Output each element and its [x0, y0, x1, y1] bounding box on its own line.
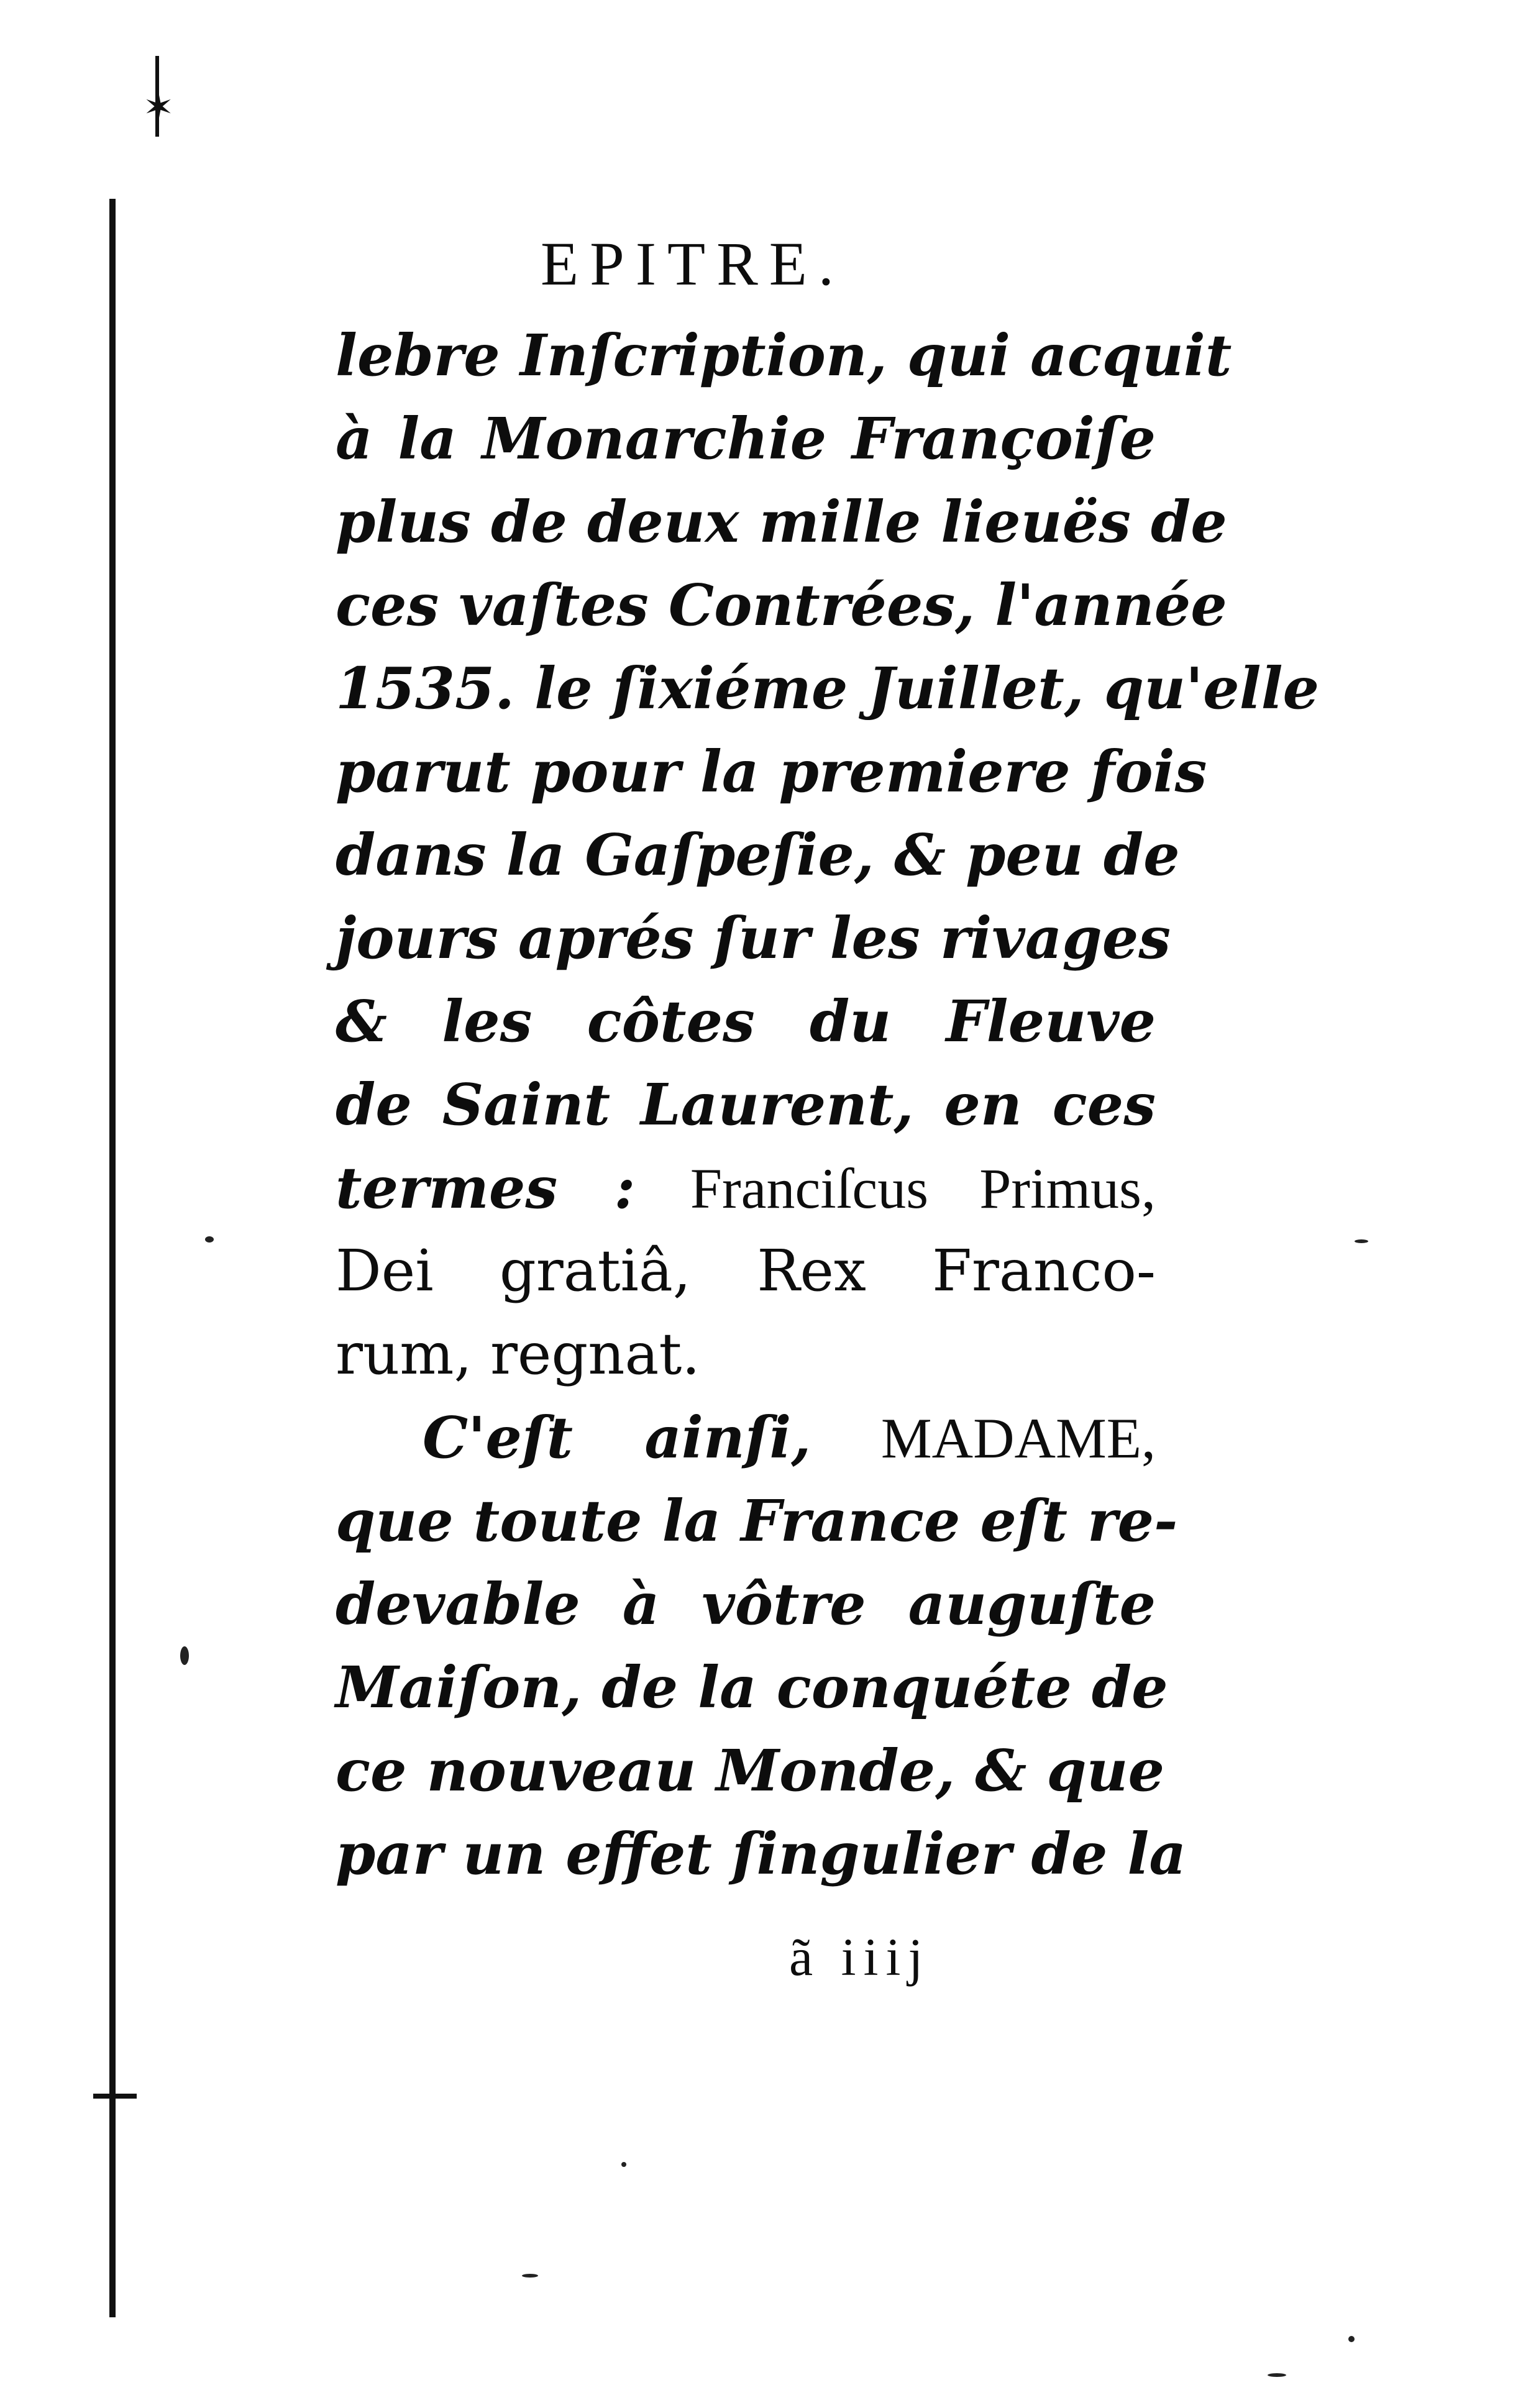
text-line: 1535. le ſixiéme Juillet, qu'elle: [336, 655, 1320, 722]
paragraph-opening: [336, 1396, 1156, 1479]
address-madame: MADAME,: [880, 1407, 1156, 1470]
binding-rule: [109, 199, 116, 2317]
text-line: ce nouveau Monde, & que: [336, 1737, 1165, 1804]
text-line-mixed: [336, 1146, 1156, 1229]
ink-speck: [1355, 1239, 1368, 1243]
latin-inscription-line: rum, regnat.: [336, 1321, 700, 1387]
text-line: de Saint Laurent, en ces: [336, 1071, 1156, 1138]
text-line: jours aprés ſur les rivages: [336, 905, 1171, 972]
signature-mark: ã iiij: [789, 1927, 931, 1987]
ink-speck: [205, 1236, 214, 1243]
text-line: à la Monarchie Françoiſe: [336, 405, 1156, 472]
binding-cross-mark: [93, 2094, 137, 2099]
text-line: plus de deux mille lieuës de: [336, 488, 1227, 555]
ink-speck: [1268, 2373, 1286, 2377]
ink-speck: [1348, 2336, 1355, 2342]
italic-run: termes :: [336, 1154, 636, 1221]
text-line: par un effet ſingulier de la: [336, 1820, 1186, 1887]
italic-run: C'eſt ainſi,: [423, 1404, 811, 1471]
star-mark-icon: ✶: [143, 86, 175, 129]
body-text: [336, 314, 1320, 1895]
text-line: Maiſon, de la conquéte de: [336, 1654, 1168, 1721]
ink-speck: [522, 2274, 538, 2278]
latin-inscription: Franciſcus Primus,: [690, 1157, 1156, 1220]
text-line: lebre Inſcription, qui acquit: [336, 322, 1232, 389]
text-line: que toute la France eſt re-: [336, 1487, 1178, 1554]
latin-inscription-line: Dei gratiâ, Rex Franco-: [336, 1238, 1156, 1304]
ink-speck: [180, 1646, 189, 1665]
text-line: parut pour la premiere fois: [336, 738, 1207, 805]
text-line: dans la Gaſpeſie, & peu de: [336, 821, 1180, 888]
text-line: & les côtes du Fleuve: [336, 988, 1156, 1055]
ink-speck: [621, 2162, 626, 2167]
text-line: ces vaſtes Contrées, l'année: [336, 572, 1227, 639]
running-head: EPITRE.: [541, 229, 845, 298]
text-line: devable à vôtre auguſte: [336, 1571, 1156, 1638]
